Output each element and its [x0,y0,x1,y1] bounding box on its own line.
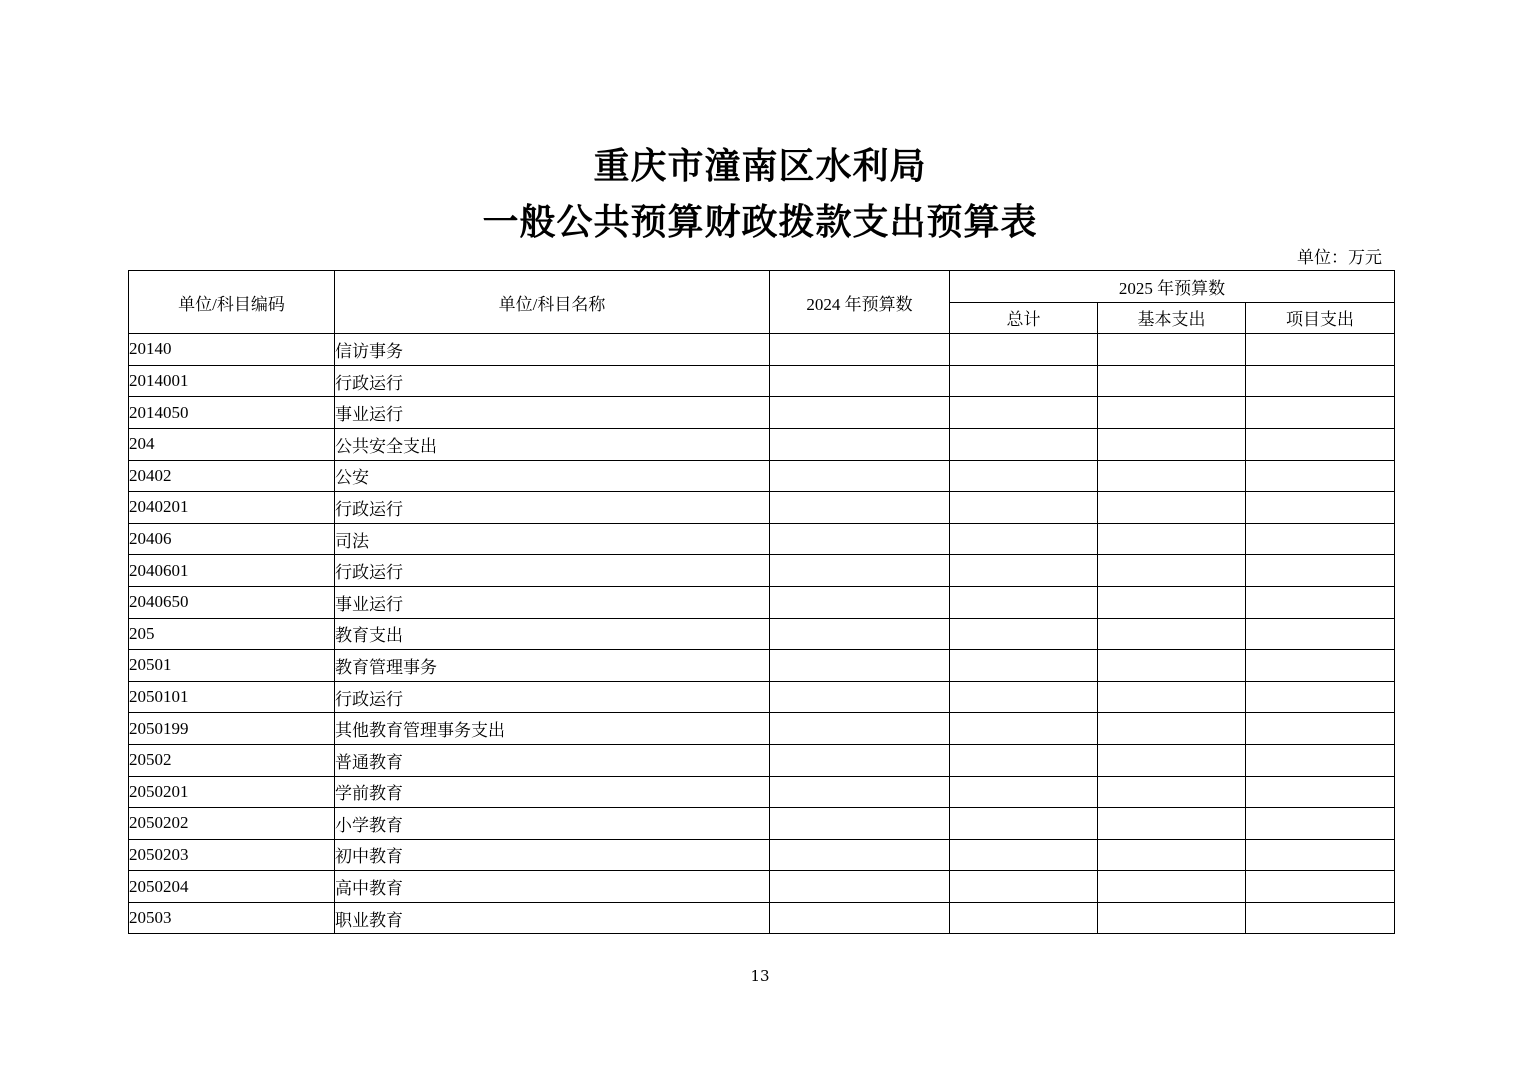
row-budget-2024 [770,334,950,366]
row-project [1246,744,1395,776]
row-project [1246,776,1395,808]
row-total [950,586,1098,618]
header-basic: 基本支出 [1098,302,1246,334]
row-code: 204 [129,428,335,460]
row-project [1246,334,1395,366]
row-name: 行政运行 [335,492,770,524]
row-total [950,839,1098,871]
row-total [950,460,1098,492]
table-body [129,334,1395,934]
table-row [129,523,1395,555]
row-code: 2014050 [129,397,335,429]
page-number: 13 [750,967,770,985]
table-row [129,586,1395,618]
row-name: 其他教育管理事务支出 [335,713,770,745]
row-code: 20502 [129,744,335,776]
row-project [1246,902,1395,934]
row-total [950,492,1098,524]
row-total [950,650,1098,682]
row-code: 2040601 [129,555,335,587]
row-budget-2024 [770,808,950,840]
row-budget-2024 [770,871,950,903]
table-row [129,650,1395,682]
row-basic [1098,776,1246,808]
row-total [950,808,1098,840]
row-code: 20402 [129,460,335,492]
row-name: 行政运行 [335,365,770,397]
table-row [129,460,1395,492]
row-basic [1098,839,1246,871]
row-total [950,365,1098,397]
row-total [950,555,1098,587]
row-budget-2024 [770,523,950,555]
row-name: 行政运行 [335,681,770,713]
row-total [950,776,1098,808]
row-budget-2024 [770,776,950,808]
row-name: 事业运行 [335,397,770,429]
row-basic [1098,492,1246,524]
row-name: 普通教育 [335,744,770,776]
row-project [1246,871,1395,903]
row-project [1246,650,1395,682]
row-budget-2024 [770,460,950,492]
header-code: 单位/科目编码 [129,271,335,334]
header-budget-2025: 2025 年预算数 [950,271,1395,303]
row-code: 2050204 [129,871,335,903]
row-basic [1098,681,1246,713]
table-row [129,334,1395,366]
row-code: 20501 [129,650,335,682]
row-name: 事业运行 [335,586,770,618]
row-budget-2024 [770,713,950,745]
row-total [950,334,1098,366]
row-basic [1098,397,1246,429]
row-code: 20406 [129,523,335,555]
row-name: 学前教育 [335,776,770,808]
table-row [129,555,1395,587]
row-total [950,713,1098,745]
row-basic [1098,586,1246,618]
row-basic [1098,334,1246,366]
row-basic [1098,871,1246,903]
row-basic [1098,555,1246,587]
row-budget-2024 [770,492,950,524]
row-total [950,428,1098,460]
row-budget-2024 [770,397,950,429]
row-project [1246,713,1395,745]
row-budget-2024 [770,365,950,397]
table-row [129,839,1395,871]
row-code: 2050101 [129,681,335,713]
document-title-line2: 一般公共预算财政拨款支出预算表 [482,201,1038,243]
row-project [1246,618,1395,650]
row-budget-2024 [770,586,950,618]
row-name: 信访事务 [335,334,770,366]
table-row [129,428,1395,460]
row-basic [1098,744,1246,776]
row-name: 公安 [335,460,770,492]
header-name: 单位/科目名称 [335,271,770,334]
row-project [1246,555,1395,587]
row-name: 教育支出 [335,618,770,650]
row-basic [1098,523,1246,555]
row-basic [1098,618,1246,650]
row-total [950,681,1098,713]
table-row [129,902,1395,934]
row-basic [1098,650,1246,682]
row-project [1246,365,1395,397]
row-total [950,618,1098,650]
table-row [129,492,1395,524]
row-project [1246,586,1395,618]
budget-table [128,270,1395,934]
row-code: 2050203 [129,839,335,871]
table-row [129,776,1395,808]
table-row [129,397,1395,429]
row-budget-2024 [770,555,950,587]
table-row [129,871,1395,903]
table-row [129,808,1395,840]
row-basic [1098,713,1246,745]
row-budget-2024 [770,618,950,650]
row-name: 司法 [335,523,770,555]
row-name: 小学教育 [335,808,770,840]
row-project [1246,397,1395,429]
table-row [129,618,1395,650]
header-budget-2024: 2024 年预算数 [770,271,950,334]
header-project: 项目支出 [1246,302,1395,334]
row-code: 205 [129,618,335,650]
row-code: 2014001 [129,365,335,397]
row-code: 2050201 [129,776,335,808]
row-basic [1098,365,1246,397]
row-total [950,902,1098,934]
row-code: 2040201 [129,492,335,524]
row-project [1246,681,1395,713]
table-row [129,681,1395,713]
row-code: 20503 [129,902,335,934]
row-basic [1098,460,1246,492]
row-code: 2050202 [129,808,335,840]
row-name: 公共安全支出 [335,428,770,460]
row-budget-2024 [770,902,950,934]
header-total: 总计 [950,302,1098,334]
row-code: 2040650 [129,586,335,618]
row-budget-2024 [770,681,950,713]
row-project [1246,428,1395,460]
table-row [129,744,1395,776]
row-total [950,523,1098,555]
row-name: 教育管理事务 [335,650,770,682]
row-project [1246,839,1395,871]
row-total [950,397,1098,429]
row-basic [1098,902,1246,934]
row-budget-2024 [770,839,950,871]
row-code: 2050199 [129,713,335,745]
row-name: 行政运行 [335,555,770,587]
table-row [129,365,1395,397]
row-total [950,744,1098,776]
row-name: 高中教育 [335,871,770,903]
row-basic [1098,428,1246,460]
row-project [1246,523,1395,555]
table-row [129,713,1395,745]
row-budget-2024 [770,650,950,682]
row-project [1246,492,1395,524]
row-name: 职业教育 [335,902,770,934]
row-basic [1098,808,1246,840]
row-project [1246,808,1395,840]
row-name: 初中教育 [335,839,770,871]
row-total [950,871,1098,903]
unit-label: 单位：万元 [1297,248,1382,268]
row-code: 20140 [129,334,335,366]
row-project [1246,460,1395,492]
row-budget-2024 [770,744,950,776]
document-title-line1: 重庆市潼南区水利局 [593,145,927,187]
row-budget-2024 [770,428,950,460]
